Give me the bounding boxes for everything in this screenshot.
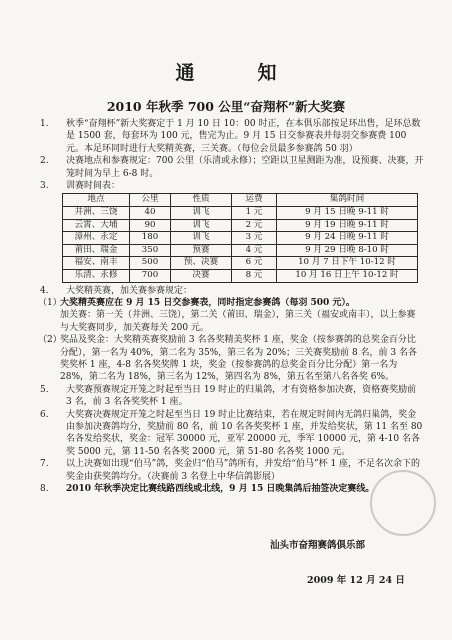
- table-cell: 6 元: [232, 257, 277, 270]
- item-number: 4.: [40, 285, 49, 296]
- table-row: [63, 257, 418, 270]
- table-cell: 4 元: [232, 244, 277, 257]
- item-text: 秋季“奋翔杯”新大奖赛定于 1 月 10 日 10：00 时正，在本俱乐部按足环出售，足环总数是 1500 套，每套环为 100 元，售完为止。9 月 15 日交参赛表并每羽交参赛费 100 元。本足环同时进行大奖精英赛，三关赛。（每位会员最多参赛鸽 50 羽）: [66, 119, 421, 154]
- page-title: 通 知: [175, 62, 299, 84]
- table-cell: 云霄、大埔: [63, 219, 130, 232]
- table-cell: 9 月 24 日晚 9-11 时: [277, 232, 418, 245]
- table-row: [63, 207, 418, 220]
- table-cell: 决赛: [171, 270, 232, 283]
- item-text: 训赛时间表：: [66, 181, 121, 192]
- table-cell: 井洲、三饶: [63, 207, 130, 220]
- list-item: [38, 155, 424, 180]
- item-number: 2.: [40, 156, 49, 167]
- table-header-cell: 地点: [63, 194, 130, 207]
- table-row: [63, 244, 418, 257]
- table-cell: 漳州、永定: [63, 232, 130, 245]
- table-cell: 90: [130, 219, 171, 232]
- table-cell: 3 元: [232, 232, 277, 245]
- issue-date: 2009 年 12 月 24 日: [307, 575, 405, 586]
- list-item: [38, 483, 424, 495]
- table-cell: 2 元: [232, 219, 277, 232]
- item-number: 8.: [40, 484, 49, 495]
- list-item: [38, 458, 424, 483]
- table-cell: 8 元: [232, 270, 277, 283]
- table-cell: 训飞: [171, 219, 232, 232]
- table-cell: 10 月 16 日上午 10-12 时: [277, 270, 418, 283]
- table-cell: 9 月 19 日晚 9-11 时: [277, 219, 418, 232]
- item-text: 以上决赛如出现“伯马”鸽，奖金归“伯马”鸽所有，并发给“伯马”杯 1 座，不足名次余下的奖金由获奖鸽均分。（决赛前 3 名登上中华信鸽影展）: [66, 459, 421, 482]
- list-item: [38, 409, 424, 459]
- table-header-cell: 集鸽时间: [277, 194, 418, 207]
- item-number: 6.: [40, 409, 49, 420]
- item-number: 7.: [40, 459, 49, 470]
- sub-item-number: （2）: [38, 335, 62, 346]
- table-cell: 1 元: [232, 207, 277, 220]
- table-row: [63, 270, 418, 283]
- table-cell: 9 月 15 日晚 9-11 时: [277, 207, 418, 220]
- sub-item: [38, 297, 424, 334]
- sub-item-text: 加关赛：第一关（井洲、三饶），第二关（莆田、瑞金），第三关（福安或南丰），以上参赛与大奖赛同步，加关赛每关 200 元。: [60, 310, 416, 333]
- list-item: [38, 118, 424, 155]
- table-header-row: [63, 194, 418, 207]
- table-cell: 预、决赛: [171, 257, 232, 270]
- item-text: 大奖赛决赛规定开笼之时起至当日 19 时止比赛结束，若在规定时间内无鸽归巢鸽，奖金由参加决赛鸽均分，奖励前 80 名，前 10 名各奖奖杯 1 座，并发给奖状，第 11 名至 80 名各发给奖状，奖金：冠军 30000 元，亚军 20000 元，季军 10000 元，第 4-10 名各奖 5000 元，第 11-50 名各奖 2000 元，第 51-80 名各奖 1000 元。: [66, 409, 423, 457]
- list-item: [38, 384, 424, 409]
- table-cell: 训飞: [171, 232, 232, 245]
- list-item: [38, 180, 424, 192]
- club-seal-stamp: [370, 470, 436, 536]
- sub-item: [38, 334, 424, 384]
- table-cell: 10 月 7 日下午 10-12 时: [277, 257, 418, 270]
- table-cell: 莆田、瑞金: [63, 244, 130, 257]
- table-cell: 40: [130, 207, 171, 220]
- notice-body: [38, 118, 424, 496]
- table-cell: 9 月 29 日晚 8-10 时: [277, 244, 418, 257]
- sub-item-number: （1）: [38, 298, 62, 308]
- table-header-cell: 公里: [130, 194, 171, 207]
- sub-item-body: [60, 297, 424, 334]
- table-cell: 700: [130, 270, 171, 283]
- table-row: [63, 232, 418, 245]
- table-cell: 预赛: [171, 244, 232, 257]
- item-number: 3.: [40, 181, 49, 192]
- item-text: 大奖精英赛，加关赛参赛规定：: [66, 285, 193, 296]
- item-number: 5.: [40, 384, 49, 395]
- table-cell: 350: [130, 244, 171, 257]
- table-header-cell: 性质: [171, 194, 232, 207]
- table-cell: 乐清、永修: [63, 270, 130, 283]
- list-item: [38, 285, 424, 297]
- item-number: 1.: [40, 119, 49, 129]
- table-header-cell: 运费: [232, 194, 277, 207]
- signature: 汕头市奋翔赛鸽俱乐部: [270, 540, 366, 551]
- page-subtitle: 2010 年秋季 700 公里“奋翔杯”新大奖赛: [106, 99, 346, 114]
- schedule-table: [62, 193, 418, 282]
- table-cell: 500: [130, 257, 171, 270]
- table-cell: 180: [130, 232, 171, 245]
- table-cell: 训飞: [171, 207, 232, 220]
- table-cell: 福安、南丰: [63, 257, 130, 270]
- item-text: 大奖赛预赛规定开笼之时起至当日 19 时止的归巢鸽，才有资格参加决赛，资格赛奖励前 3 名，前 3 名各奖奖杯 1 座。: [66, 384, 417, 408]
- table-row: [63, 219, 418, 232]
- sub-item-text: 奖品及奖金：大奖精英赛奖励前 3 名各奖精美奖杯 1 座，奖金（按参赛鸽的总奖金百分比分配），第一名为 40%，第二名为 35%，第三名为 20%；三关赛奖励前 8 名，前 3 名各奖奖杯 1 座，4-8 名各奖奖牌 1 块，奖金（按参赛鸽的总奖金百分比分配）第一名为 28%，第二名为 18%，第三名为 12%，第四名为 8%，第五名至第八名各奖 6%。: [60, 335, 417, 383]
- item-text: 2010 年秋季决定比赛线路西线或北线，9 月 15 日晚集鸽后抽签决定赛线。: [66, 484, 375, 495]
- sub-item-text-bold: 大奖精英赛应在 9 月 15 日交参赛表，同时指定参赛鸽（每羽 500 元）。: [60, 298, 355, 308]
- item-text: 决赛地点和参赛规定：700 公里（乐清或永修）；空距以卫星测距为准，设预赛、决赛，开笼时间为早上 6-8 时。: [66, 156, 424, 179]
